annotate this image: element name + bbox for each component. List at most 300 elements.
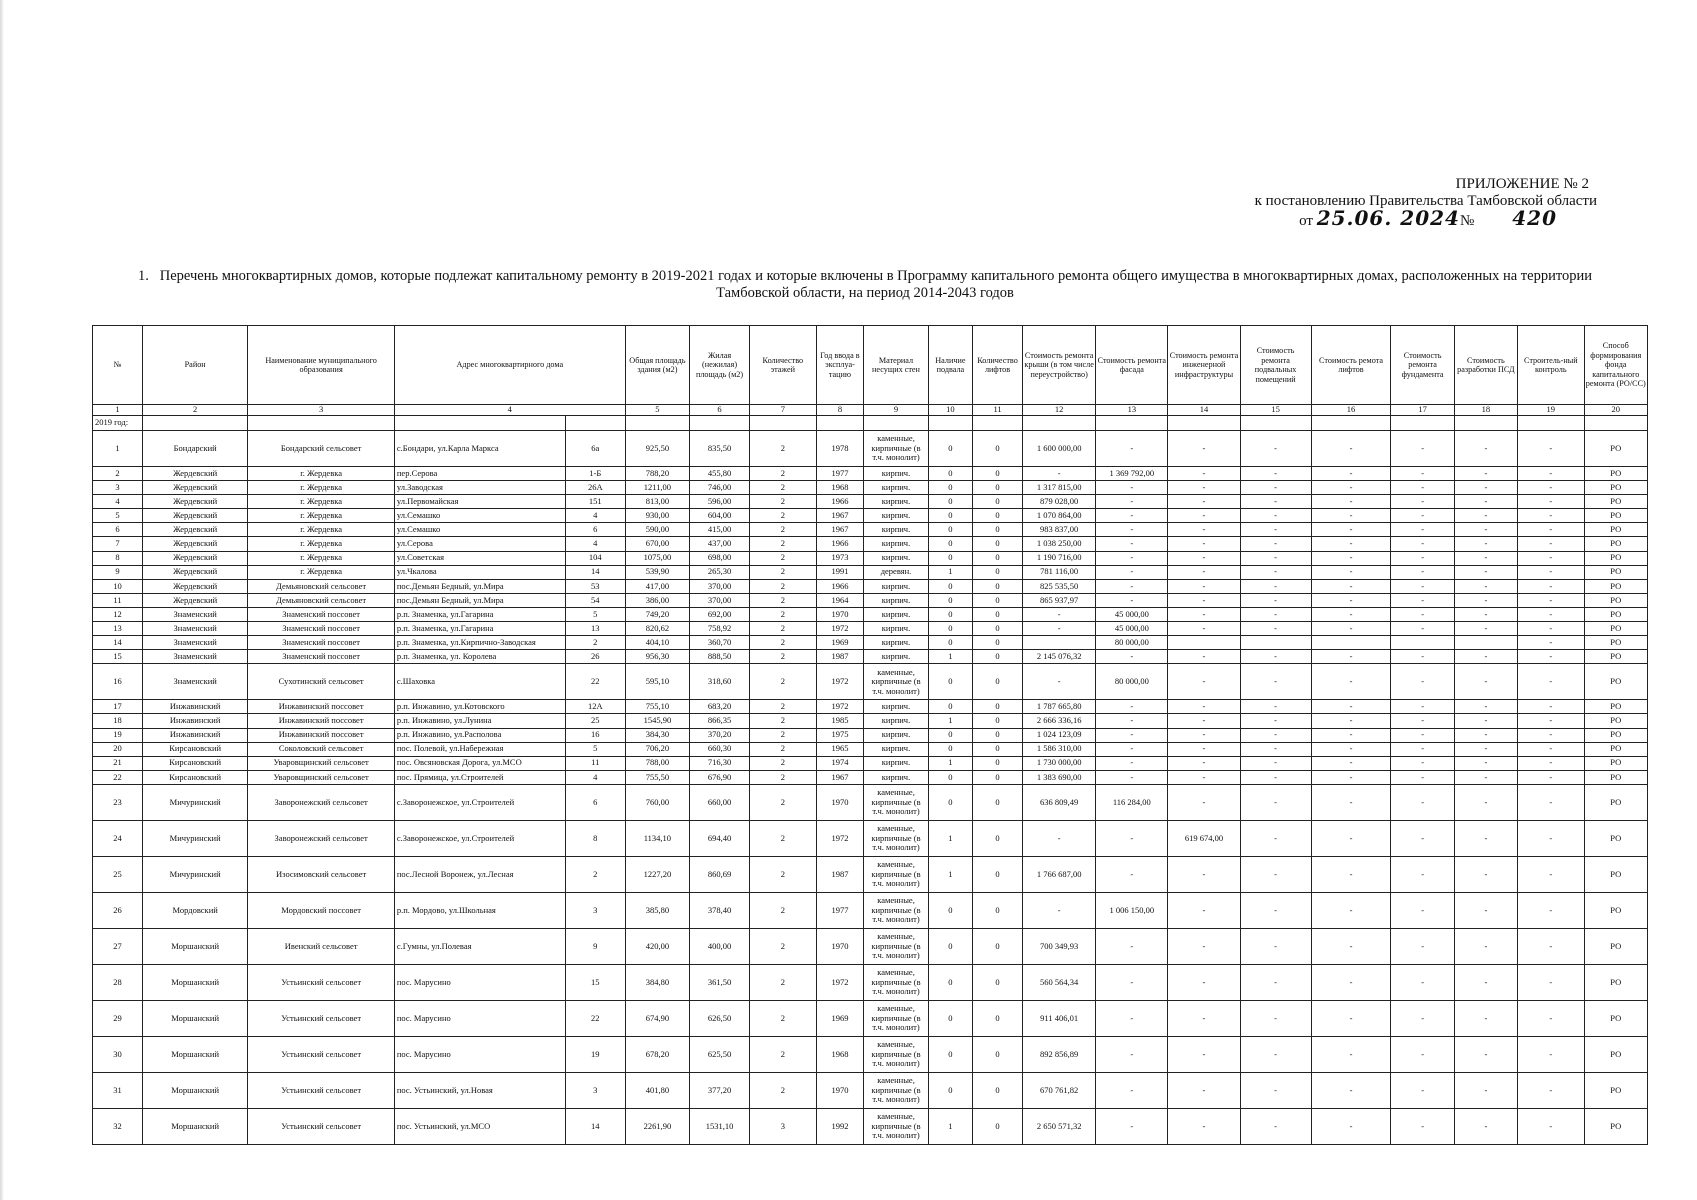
cell-municipality: Бондарский сельсовет [248,431,395,467]
cell-house-number: 2 [565,856,625,892]
table-row [93,756,1648,770]
heading-number: 1. [137,268,149,284]
cell-lifts: 0 [973,495,1023,509]
cell-row-number: 7 [93,537,143,551]
cell-lifts: 0 [973,928,1023,964]
cell-engineering-cost: - [1168,579,1240,593]
header-foundation-cost: Стоимость ремонта фундамента [1391,326,1454,405]
cell-lift-cost: - [1311,1036,1391,1072]
cell-year-built: 1970 [816,1072,864,1108]
cell-row-number: 26 [93,892,143,928]
cell-house-number: 15 [565,964,625,1000]
cell-design-cost: - [1454,551,1517,565]
cell-basement: 1 [928,1108,972,1144]
cell-basement: 0 [928,551,972,565]
cell-basement: 0 [928,742,972,756]
col-number: 9 [864,405,928,416]
cell-design-cost: - [1454,495,1517,509]
cell-basement-cost: - [1240,856,1311,892]
cell-address-street: пер.Серова [394,467,565,481]
cell-design-cost: - [1454,523,1517,537]
cell-floors: 2 [750,700,817,714]
cell-floors: 2 [750,1000,817,1036]
cell-address-street: ул.Серова [394,537,565,551]
cell-address-street: р.п. Знаменка, ул.Гагарина [394,607,565,621]
cell-control: - [1517,820,1584,856]
cell-control: - [1517,964,1584,1000]
cell-fund-method: РО [1584,467,1647,481]
cell-row-number: 10 [93,579,143,593]
cell-floors: 2 [750,784,817,820]
cell-living-area: 626,50 [690,1000,750,1036]
cell-house-number: 19 [565,1036,625,1072]
cell-row-number: 16 [93,664,143,700]
cell-facade-cost: - [1096,1108,1168,1144]
cell-house-number: 53 [565,579,625,593]
cell-floors: 2 [750,928,817,964]
cell-living-area: 625,50 [690,1036,750,1072]
cell-roof-cost: - [1023,892,1096,928]
cell-municipality: Устьинский сельсовет [248,964,395,1000]
cell-basement: 0 [928,770,972,784]
cell-year-built: 1973 [816,551,864,565]
cell-design-cost: - [1454,607,1517,621]
cell-district: Моршанский [142,964,247,1000]
cell-municipality: Инжавинский поссовет [248,714,395,728]
cell-year-built: 1972 [816,964,864,1000]
cell-roof-cost: 1 190 716,00 [1023,551,1096,565]
cell-year-built: 1966 [816,495,864,509]
cell-roof-cost: 2 145 076,32 [1023,650,1096,664]
cell-foundation-cost: - [1391,714,1454,728]
header-basement: Наличие подвала [928,326,972,405]
cell-lift-cost [1311,636,1391,650]
cell-wall-material: кирпич. [864,523,928,537]
cell-fund-method: РО [1584,1000,1647,1036]
cell-total-area: 755,50 [625,770,689,784]
cell-district: Жердевский [142,523,247,537]
cell-wall-material: каменные, кирпичные (в т.ч. монолит) [864,1036,928,1072]
cell-house-number: 8 [565,820,625,856]
cell-house-number: 4 [565,537,625,551]
cell-year-built: 1972 [816,664,864,700]
col-number: 8 [816,405,864,416]
cell-floors: 2 [750,664,817,700]
header-floors: Количество этажей [750,326,817,405]
cell-roof-cost: 636 809,49 [1023,784,1096,820]
cell-basement: 0 [928,495,972,509]
cell-lift-cost: - [1311,622,1391,636]
table-row [93,636,1648,650]
cell-control: - [1517,664,1584,700]
cell-total-area: 670,00 [625,537,689,551]
table-row [93,856,1648,892]
cell-wall-material: каменные, кирпичные (в т.ч. монолит) [864,964,928,1000]
appendix-order-line: к постановлению Правительства Тамбовской области [1254,193,1597,209]
cell-house-number: 11 [565,756,625,770]
cell-foundation-cost: - [1391,856,1454,892]
cell-foundation-cost: - [1391,1072,1454,1108]
cell-fund-method: РО [1584,1072,1647,1108]
cell-facade-cost: - [1096,928,1168,964]
cell-basement-cost: - [1240,622,1311,636]
cell-basement: 0 [928,928,972,964]
cell-house-number: 12А [565,700,625,714]
cell-engineering-cost: - [1168,964,1240,1000]
cell-engineering-cost: - [1168,607,1240,621]
cell-foundation-cost: - [1391,481,1454,495]
cell-facade-cost: - [1096,431,1168,467]
cell-basement: 0 [928,537,972,551]
cell-engineering-cost: - [1168,622,1240,636]
cell-house-number: 14 [565,1108,625,1144]
cell-basement: 0 [928,1072,972,1108]
table-row [93,1000,1648,1036]
cell-control: - [1517,495,1584,509]
cell-living-area: 866,35 [690,714,750,728]
cell-wall-material: кирпич. [864,481,928,495]
cell-total-area: 930,00 [625,509,689,523]
cell-design-cost: - [1454,928,1517,964]
cell-lift-cost: - [1311,495,1391,509]
cell-facade-cost: - [1096,593,1168,607]
cell-municipality: Инжавинский поссовет [248,700,395,714]
table-row [93,551,1648,565]
cell-design-cost: - [1454,1000,1517,1036]
cell-municipality: г. Жердевка [248,551,395,565]
appendix-title: ПРИЛОЖЕНИЕ № 2 [1455,176,1589,192]
cell-facade-cost: - [1096,1000,1168,1036]
cell-design-cost: - [1454,467,1517,481]
table-row [93,770,1648,784]
cell-facade-cost: 80 000,00 [1096,664,1168,700]
table-row [93,565,1648,579]
cell-engineering-cost: - [1168,756,1240,770]
cell-lifts: 0 [973,756,1023,770]
cell-district: Кирсановский [142,756,247,770]
cell-municipality: г. Жердевка [248,509,395,523]
cell-fund-method: РО [1584,650,1647,664]
cell-address-street: пос. Полевой, ул.Набережная [394,742,565,756]
cell-engineering-cost: - [1168,784,1240,820]
cell-lifts: 0 [973,784,1023,820]
cell-total-area: 1211,00 [625,481,689,495]
col-number: 6 [690,405,750,416]
cell-row-number: 18 [93,714,143,728]
cell-lifts: 0 [973,1072,1023,1108]
cell-facade-cost: - [1096,495,1168,509]
cell-fund-method: РО [1584,481,1647,495]
cell-row-number: 14 [93,636,143,650]
cell-address-street: пос. Марусино [394,964,565,1000]
cell-lifts: 0 [973,650,1023,664]
cell-basement-cost: - [1240,700,1311,714]
cell-basement: 0 [928,784,972,820]
cell-row-number: 17 [93,700,143,714]
cell-floors: 2 [750,593,817,607]
cell-facade-cost: 1 006 150,00 [1096,892,1168,928]
cell-fund-method: РО [1584,636,1647,650]
cell-control: - [1517,537,1584,551]
cell-lifts: 0 [973,622,1023,636]
cell-foundation-cost: - [1391,467,1454,481]
cell-wall-material: каменные, кирпичные (в т.ч. монолит) [864,856,928,892]
cell-foundation-cost: - [1391,523,1454,537]
cell-wall-material: кирпич. [864,593,928,607]
cell-engineering-cost: - [1168,1000,1240,1036]
cell-total-area: 417,00 [625,579,689,593]
header-district: Район [142,326,247,405]
cell-basement-cost: - [1240,509,1311,523]
cell-fund-method: РО [1584,742,1647,756]
cell-row-number: 3 [93,481,143,495]
cell-municipality: г. Жердевка [248,481,395,495]
cell-facade-cost: - [1096,964,1168,1000]
cell-district: Инжавинский [142,700,247,714]
cell-year-built: 1969 [816,636,864,650]
cell-roof-cost: 1 787 665,80 [1023,700,1096,714]
cell-lift-cost: - [1311,607,1391,621]
cell-wall-material: каменные, кирпичные (в т.ч. монолит) [864,928,928,964]
cell-facade-cost: 1 369 792,00 [1096,467,1168,481]
cell-year-built: 1985 [816,714,864,728]
cell-engineering-cost: - [1168,593,1240,607]
cell-total-area: 1227,20 [625,856,689,892]
cell-lift-cost: - [1311,742,1391,756]
cell-foundation-cost: - [1391,820,1454,856]
col-number: 5 [625,405,689,416]
cell-municipality: Инжавинский поссовет [248,728,395,742]
table-header-row [93,326,1648,405]
cell-roof-cost: 1 317 815,00 [1023,481,1096,495]
cell-lift-cost: - [1311,537,1391,551]
cell-facade-cost: - [1096,565,1168,579]
cell-basement-cost: - [1240,565,1311,579]
cell-year-built: 1966 [816,579,864,593]
cell-lift-cost: - [1311,700,1391,714]
cell-living-area: 377,20 [690,1072,750,1108]
cell-house-number: 5 [565,607,625,621]
handwritten-date: 25.06. 2024 [1316,206,1460,230]
cell-basement-cost: - [1240,770,1311,784]
cell-design-cost: - [1454,537,1517,551]
year-row [93,416,1648,431]
cell-lift-cost: - [1311,431,1391,467]
cell-engineering-cost: - [1168,700,1240,714]
cell-row-number: 5 [93,509,143,523]
cell-living-area: 660,30 [690,742,750,756]
cell-total-area: 925,50 [625,431,689,467]
cell-floors: 2 [750,607,817,621]
cell-living-area: 835,50 [690,431,750,467]
cell-living-area: 415,00 [690,523,750,537]
cell-address-street: р.п. Инжавино, ул.Лунина [394,714,565,728]
cell-control: - [1517,742,1584,756]
col-number: 4 [394,405,625,416]
cell-wall-material: каменные, кирпичные (в т.ч. монолит) [864,784,928,820]
cell-control: - [1517,714,1584,728]
cell-fund-method: РО [1584,784,1647,820]
cell-floors: 2 [750,856,817,892]
cell-floors: 2 [750,481,817,495]
cell-house-number: 3 [565,1072,625,1108]
cell-fund-method: РО [1584,593,1647,607]
cell-foundation-cost: - [1391,770,1454,784]
table-row [93,1072,1648,1108]
from-label: от [1299,213,1313,229]
header-municipality: Наименование муниципального образования [248,326,395,405]
cell-address-street: пос. Прямица, ул.Строителей [394,770,565,784]
cell-control: - [1517,650,1584,664]
cell-total-area: 788,00 [625,756,689,770]
cell-district: Знаменский [142,607,247,621]
cell-foundation-cost: - [1391,431,1454,467]
cell-roof-cost: 865 937,97 [1023,593,1096,607]
table-row [93,523,1648,537]
cell-lifts: 0 [973,770,1023,784]
table-row [93,1108,1648,1144]
cell-row-number: 8 [93,551,143,565]
cell-living-area: 596,00 [690,495,750,509]
cell-address-street: пос. Марусино [394,1036,565,1072]
cell-living-area: 265,30 [690,565,750,579]
cell-basement-cost: - [1240,495,1311,509]
cell-living-area: 378,40 [690,892,750,928]
cell-year-built: 1967 [816,509,864,523]
cell-floors: 2 [750,820,817,856]
cell-row-number: 29 [93,1000,143,1036]
cell-total-area: 674,90 [625,1000,689,1036]
cell-roof-cost: - [1023,467,1096,481]
cell-facade-cost: - [1096,742,1168,756]
cell-municipality: Ивенский сельсовет [248,928,395,964]
year-label: 2019 год: [93,416,143,431]
table-row [93,928,1648,964]
cell-row-number: 20 [93,742,143,756]
cell-fund-method: РО [1584,537,1647,551]
cell-lift-cost: - [1311,650,1391,664]
cell-lift-cost: - [1311,1108,1391,1144]
cell-year-built: 1964 [816,593,864,607]
cell-lifts: 0 [973,820,1023,856]
cell-house-number: 4 [565,509,625,523]
cell-wall-material: кирпич. [864,770,928,784]
cell-roof-cost: - [1023,607,1096,621]
cell-facade-cost: 116 284,00 [1096,784,1168,820]
cell-design-cost: - [1454,728,1517,742]
table-row [93,728,1648,742]
cell-engineering-cost: - [1168,1072,1240,1108]
cell-design-cost: - [1454,964,1517,1000]
cell-facade-cost: - [1096,579,1168,593]
cell-design-cost: - [1454,481,1517,495]
cell-district: Жердевский [142,565,247,579]
cell-roof-cost: 1 586 310,00 [1023,742,1096,756]
cell-fund-method: РО [1584,770,1647,784]
table-row [93,650,1648,664]
cell-fund-method: РО [1584,756,1647,770]
cell-address-street: ул.Советская [394,551,565,565]
cell-row-number: 11 [93,593,143,607]
cell-engineering-cost [1168,636,1240,650]
cell-basement-cost: - [1240,964,1311,1000]
cell-facade-cost: 45 000,00 [1096,622,1168,636]
cell-municipality: Устьинский сельсовет [248,1072,395,1108]
cell-year-built: 1965 [816,742,864,756]
cell-year-built: 1987 [816,856,864,892]
cell-total-area: 590,00 [625,523,689,537]
header-engineering-cost: Стоимость ремонта инженерной инфраструктуры [1168,326,1240,405]
cell-lifts: 0 [973,964,1023,1000]
cell-control: - [1517,756,1584,770]
cell-lift-cost: - [1311,964,1391,1000]
cell-control: - [1517,565,1584,579]
header-num: № [93,326,143,405]
cell-wall-material: кирпич. [864,579,928,593]
cell-floors: 2 [750,756,817,770]
scan-edge [0,0,4,1200]
cell-lift-cost: - [1311,551,1391,565]
cell-year-built: 1967 [816,770,864,784]
cell-control: - [1517,636,1584,650]
cell-control: - [1517,770,1584,784]
cell-living-area: 888,50 [690,650,750,664]
col-number: 10 [928,405,972,416]
col-number: 14 [1168,405,1240,416]
header-basement-cost: Стоимость ремонта подвальных помещений [1240,326,1311,405]
cell-foundation-cost: - [1391,495,1454,509]
cell-house-number: 9 [565,928,625,964]
cell-roof-cost: 1 383 690,00 [1023,770,1096,784]
cell-roof-cost: 825 535,50 [1023,579,1096,593]
cell-roof-cost: 1 600 000,00 [1023,431,1096,467]
cell-address-street: ул.Семашко [394,509,565,523]
cell-basement-cost: - [1240,1072,1311,1108]
table-body [93,416,1648,1145]
header-year: Год ввода в эксплуа-тацию [816,326,864,405]
cell-facade-cost: - [1096,551,1168,565]
table-row [93,964,1648,1000]
cell-engineering-cost: - [1168,431,1240,467]
cell-living-area: 694,40 [690,820,750,856]
cell-house-number: 16 [565,728,625,742]
cell-house-number: 1-Б [565,467,625,481]
cell-living-area: 437,00 [690,537,750,551]
col-number: 18 [1454,405,1517,416]
cell-row-number: 13 [93,622,143,636]
cell-floors: 2 [750,551,817,565]
table-row [93,495,1648,509]
table-row [93,714,1648,728]
cell-foundation-cost: - [1391,756,1454,770]
cell-fund-method: РО [1584,1108,1647,1144]
cell-basement-cost: - [1240,607,1311,621]
cell-facade-cost: - [1096,650,1168,664]
cell-engineering-cost: - [1168,728,1240,742]
cell-row-number: 2 [93,467,143,481]
cell-basement: 1 [928,756,972,770]
appendix-date-number-line [1255,206,1597,230]
cell-basement: 0 [928,523,972,537]
cell-design-cost: - [1454,664,1517,700]
cell-facade-cost: 45 000,00 [1096,607,1168,621]
cell-lift-cost: - [1311,770,1391,784]
cell-foundation-cost: - [1391,928,1454,964]
cell-floors: 2 [750,770,817,784]
cell-fund-method: РО [1584,664,1647,700]
cell-lift-cost: - [1311,579,1391,593]
cell-living-area: 698,00 [690,551,750,565]
